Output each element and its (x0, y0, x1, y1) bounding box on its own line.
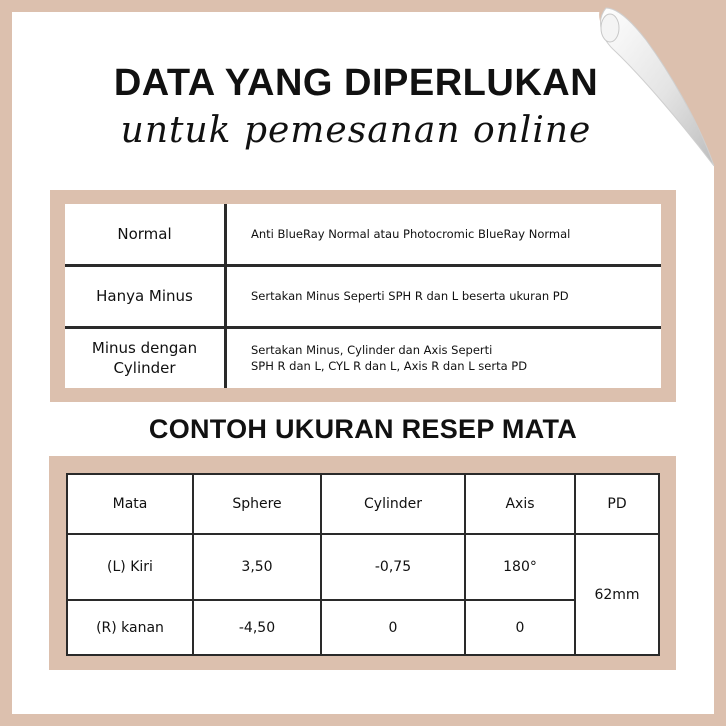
table-row (65, 327, 661, 388)
requirement-desc (226, 265, 662, 327)
requirement-label-line: Cylinder (113, 359, 176, 378)
column-header: Cylinder (321, 474, 465, 534)
page-title: DATA YANG DIPERLUKAN (113, 62, 599, 104)
table-header-row (67, 474, 659, 534)
page-subtitle: untuk pemesanan online (120, 110, 592, 151)
table-cell: -0,75 (321, 534, 465, 600)
table-cell: 3,50 (193, 534, 321, 600)
requirement-desc-line: Sertakan Minus, Cylinder dan Axis Seperti (251, 343, 493, 358)
column-header: Mata (67, 474, 193, 534)
table-cell: 0 (321, 600, 465, 655)
requirement-desc (226, 327, 662, 388)
requirement-label-line: Minus dengan (91, 339, 198, 358)
column-header: Sphere (193, 474, 321, 534)
table-row (67, 534, 659, 600)
column-header: PD (575, 474, 659, 534)
example-panel (49, 456, 676, 670)
table-row (67, 600, 659, 655)
table-row (65, 204, 661, 265)
requirement-label (65, 327, 226, 388)
table-row (65, 265, 661, 327)
requirement-desc-line: Sertakan Minus Seperti SPH R dan L beserta ukuran PD (251, 289, 569, 303)
requirements-table (65, 204, 661, 388)
requirements-panel (50, 190, 676, 402)
prescription-table (66, 473, 660, 656)
table-cell: (L) Kiri (67, 534, 193, 600)
table-cell: (R) kanan (67, 600, 193, 655)
requirement-desc (226, 204, 662, 265)
column-header: Axis (465, 474, 575, 534)
pd-cell: 62mm (575, 534, 659, 655)
table-cell: 180° (465, 534, 575, 600)
requirement-desc-line: Anti BlueRay Normal atau Photocromic BlueRay Normal (251, 226, 571, 241)
requirement-label: Normal (65, 204, 226, 265)
example-section-title: CONTOH UKURAN RESEP MATA (148, 414, 578, 444)
requirement-desc-line: SPH R dan L, CYL R dan L, Axis R dan L serta PD (251, 359, 528, 374)
table-cell: -4,50 (193, 600, 321, 655)
table-cell: 0 (465, 600, 575, 655)
requirement-label: Hanya Minus (65, 265, 226, 327)
